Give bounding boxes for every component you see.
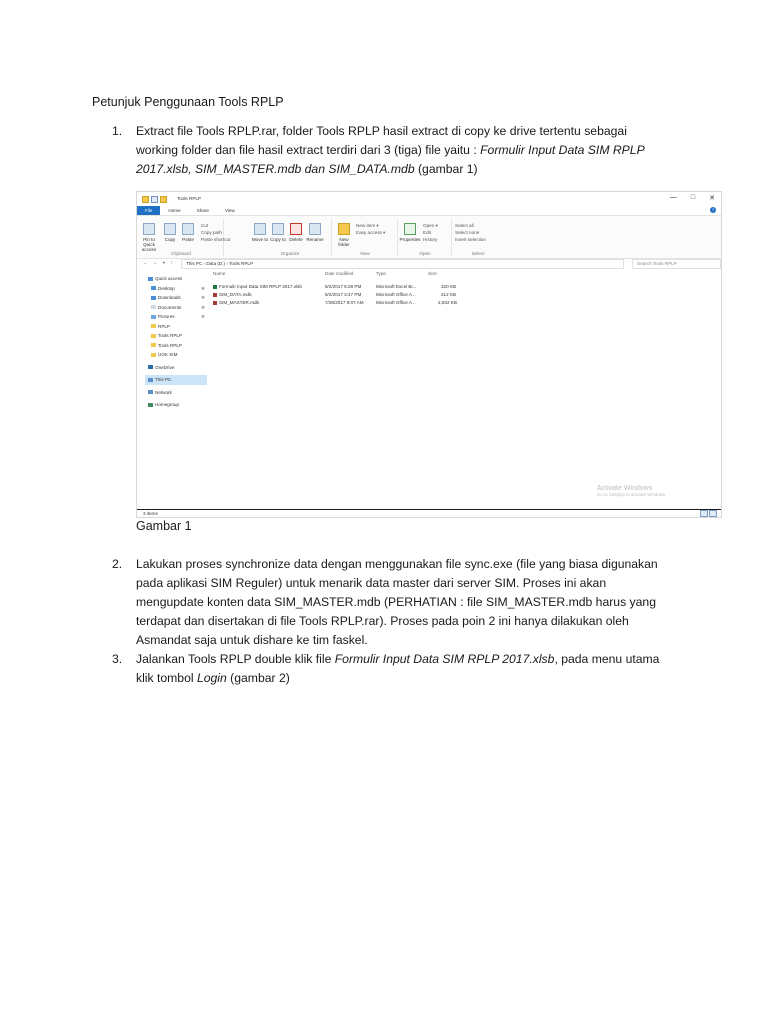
- folder-icon: [142, 196, 149, 203]
- cut-button[interactable]: Cut: [201, 223, 209, 228]
- pin-icon: ✱: [201, 295, 205, 300]
- status-bar: [137, 509, 721, 517]
- step-3-filename-italic: Formulir Input Data SIM RPLP 2017.xlsb: [334, 652, 555, 666]
- pin-icon: ✱: [201, 304, 205, 310]
- large-icons-view-icon[interactable]: [709, 510, 717, 517]
- explorer-titlebar: [137, 192, 721, 205]
- properties-button[interactable]: [399, 223, 421, 242]
- column-header-type[interactable]: Type: [376, 271, 386, 276]
- file-date: 7/28/2017 9:07 AM: [325, 300, 364, 305]
- move-icon: [254, 223, 266, 235]
- file-list: [213, 270, 718, 510]
- step-2-line: pada aplikasi SIM Reguler) untuk menarik data master dari server SIM. Proses ini akan: [136, 576, 607, 590]
- folder-icon: [151, 343, 156, 347]
- step-2-line: terdapat dan disertakan di file Tools RPLP.rar). Proses pada poin 2 ini hanya dilakukan oleh: [136, 614, 629, 628]
- copy-label: Copy: [164, 237, 176, 242]
- step-1-files-italic: 2017.xlsb, SIM_MASTER.mdb dan SIM_DATA.mdb: [136, 162, 415, 176]
- nav-label: This PC: [155, 377, 172, 382]
- excel-file-icon: [213, 285, 217, 289]
- delete-label: Delete: [289, 237, 303, 242]
- step-1-line-2-text: working folder dan file hasil extract terdiri dari 3 (tiga) file yaitu :: [136, 143, 481, 157]
- column-header-date[interactable]: Date modified: [325, 271, 354, 276]
- easy-access-button[interactable]: Easy access ▾: [356, 230, 386, 235]
- properties-icon: [404, 223, 416, 235]
- new-folder-label: New folder: [338, 237, 350, 247]
- file-name-text: SIM_DATA.mdb: [219, 292, 252, 297]
- nav-label: Documents: [158, 304, 182, 310]
- organize-group-label: Organize: [280, 251, 300, 256]
- pin-label: Pin to Quick access: [141, 237, 157, 252]
- file-size: 212 KB: [441, 292, 457, 297]
- column-header-size[interactable]: Size: [428, 271, 437, 276]
- select-all-button[interactable]: Select all: [455, 223, 474, 228]
- nav-tools-rplp-2[interactable]: [145, 341, 207, 351]
- quick-access-toolbar[interactable]: [142, 196, 167, 203]
- picture-icon: [151, 315, 156, 319]
- pin-quick-access-button[interactable]: [140, 223, 158, 252]
- details-view-icon[interactable]: [700, 510, 708, 517]
- nav-this-pc[interactable]: [145, 375, 207, 385]
- file-size: 320 KB: [441, 284, 457, 289]
- step-3-text-c: , pada menu utama: [554, 652, 660, 666]
- folder-icon: [151, 334, 156, 338]
- navigation-buttons[interactable]: ← → ▾ ↑: [143, 260, 175, 265]
- copy-to-label: Copy to: [270, 237, 286, 242]
- cloud-icon: [148, 365, 153, 369]
- nav-label: Network: [155, 389, 172, 395]
- access-file-icon: [213, 293, 217, 297]
- pin-icon: ✱: [201, 314, 205, 319]
- ribbon-tabs: [137, 206, 721, 215]
- nav-homegroup[interactable]: [145, 400, 207, 410]
- homegroup-icon: [148, 403, 153, 407]
- nav-label: RPLP: [158, 323, 171, 329]
- step-3-login-italic: Login: [196, 671, 227, 685]
- file-name: [213, 283, 302, 291]
- paste-shortcut-button[interactable]: Paste shortcut: [201, 237, 231, 242]
- step-1-text: [136, 122, 696, 179]
- page-heading: Petunjuk Penggunaan Tools RPLP: [92, 95, 284, 109]
- copy-to-icon: [272, 223, 284, 235]
- activate-windows-watermark: [597, 485, 666, 497]
- nav-label: Tools RPLP: [158, 333, 182, 338]
- step-2-line: Asmandat saja untuk dishare ke tim faskel.: [136, 633, 368, 647]
- nav-label: Downloads: [158, 295, 181, 300]
- column-header-name[interactable]: Name: [213, 271, 226, 276]
- pin-icon: ✱: [201, 285, 205, 291]
- paste-icon: [182, 223, 194, 235]
- nav-label: UGK SIM: [158, 352, 178, 357]
- copy-to-button[interactable]: [269, 223, 287, 242]
- file-row[interactable]: [213, 299, 473, 307]
- nav-label: Tools RPLP: [158, 342, 182, 348]
- file-date: 8/2/2017 3:47 PM: [325, 292, 362, 297]
- step-2-line: mengupdate konten data SIM_MASTER.mdb (PERHATIAN : file SIM_MASTER.mdb harus yang: [136, 595, 656, 609]
- nav-label: Pictures: [158, 314, 175, 319]
- nav-label: OneDrive: [155, 364, 175, 370]
- file-date: 8/2/2017 5:28 PM: [325, 284, 362, 289]
- delete-icon: [290, 223, 302, 235]
- open-group: [399, 219, 452, 256]
- folder-icon: [151, 353, 156, 357]
- file-size: 2,832 KB: [438, 300, 457, 305]
- nav-documents[interactable]: [145, 303, 207, 313]
- network-icon: [148, 390, 153, 394]
- step-3-figure-ref: (gambar 2): [226, 671, 290, 685]
- access-file-icon: [213, 301, 217, 305]
- open-group-label: Open: [419, 251, 431, 256]
- file-name-text: Formulir Input Data SIM RPLP 2017.xlsb: [219, 284, 302, 289]
- select-group-label: Select: [471, 251, 485, 256]
- file-name-text: SIM_MASTER.mdb: [219, 300, 260, 305]
- search-input[interactable]: Search Tools RPLP: [632, 259, 721, 269]
- organize-group: [249, 219, 332, 256]
- step-1-line-1: Extract file Tools RPLP.rar, folder Tools RPLP hasil extract di copy ke drive tertentu sebagai: [136, 124, 627, 138]
- copy-button[interactable]: [161, 223, 179, 242]
- watermark-subtitle: Go to Settings to activate Windows.: [597, 492, 667, 497]
- step-1-line-3: [136, 160, 696, 179]
- new-folder-icon: [160, 196, 167, 203]
- nav-label: Desktop: [158, 285, 175, 291]
- step-1-number: 1.: [112, 124, 123, 138]
- nav-rplp[interactable]: [145, 322, 207, 332]
- download-icon: [151, 296, 156, 300]
- rename-label: Rename: [306, 237, 324, 242]
- watermark-title: Activate Windows: [597, 485, 653, 492]
- document-icon: [151, 305, 156, 309]
- rename-icon: [309, 223, 321, 235]
- new-item-button[interactable]: New item ▾: [356, 223, 379, 228]
- step-3-number: 3.: [112, 652, 123, 666]
- maximize-button[interactable]: □: [690, 194, 696, 201]
- clipboard-group: [139, 219, 231, 256]
- invert-selection-button[interactable]: Invert selection: [455, 237, 486, 242]
- tab-home[interactable]: Home: [168, 208, 181, 213]
- step-1-filename-italic: Formulir Input Data SIM RPLP: [480, 143, 645, 157]
- properties-icon: [151, 196, 158, 203]
- nav-label: Quick access: [155, 276, 183, 281]
- nav-onedrive[interactable]: [145, 363, 207, 373]
- tab-file[interactable]: File: [137, 206, 160, 215]
- new-group-label: New: [360, 251, 370, 256]
- desktop-icon: [151, 286, 156, 290]
- new-folder-button[interactable]: [335, 223, 353, 247]
- nav-pictures[interactable]: [145, 312, 207, 322]
- step-2-text: [136, 555, 696, 650]
- move-to-label: Move to: [251, 237, 269, 242]
- file-row[interactable]: [213, 283, 473, 291]
- figure-caption: Gambar 1: [136, 519, 192, 533]
- step-3-line-2: [136, 669, 696, 688]
- address-bar[interactable]: This PC › Data (D:) › Tools RPLP: [181, 259, 624, 269]
- minimize-button[interactable]: —: [669, 194, 677, 201]
- move-to-button[interactable]: [251, 223, 269, 242]
- rename-button[interactable]: [306, 223, 324, 242]
- nav-downloads[interactable]: [145, 293, 207, 303]
- new-group: [333, 219, 398, 256]
- copy-path-button[interactable]: Copy path: [201, 230, 222, 235]
- new-folder-icon: [338, 223, 350, 235]
- item-count: 3 items: [143, 511, 158, 516]
- nav-ugk-sim[interactable]: [145, 350, 207, 360]
- copy-icon: [164, 223, 176, 235]
- pin-icon: [143, 223, 155, 235]
- tab-share[interactable]: Share: [196, 208, 209, 213]
- step-3-text-d: klik tombol: [136, 671, 197, 685]
- address-bar-row: [137, 258, 721, 269]
- clipboard-group-label: Clipboard: [171, 251, 191, 256]
- file-name: [213, 291, 252, 299]
- navigation-pane: [145, 274, 207, 410]
- window-title: Tools RPLP: [177, 196, 201, 201]
- nav-tools-rplp[interactable]: [145, 331, 207, 341]
- open-button[interactable]: Open ▾: [423, 223, 438, 228]
- properties-label: Properties: [399, 237, 421, 242]
- file-type: Microsoft Office A...: [376, 292, 416, 297]
- nav-label: Homegroup: [155, 402, 180, 407]
- view-toggle: [700, 510, 717, 517]
- step-2-number: 2.: [112, 557, 123, 571]
- step-2-line: Lakukan proses synchronize data dengan menggunakan file sync.exe (file yang biasa digunakan: [136, 557, 658, 571]
- step-1-figure-ref: (gambar 1): [414, 162, 478, 176]
- select-none-button[interactable]: Select none: [455, 230, 480, 235]
- nav-network[interactable]: [145, 388, 207, 398]
- close-button[interactable]: ✕: [709, 195, 715, 202]
- history-button[interactable]: History: [423, 237, 438, 242]
- folder-icon: [151, 324, 156, 328]
- edit-button[interactable]: Edit: [423, 230, 431, 235]
- star-icon: [148, 277, 153, 281]
- step-3-text-a: Jalankan Tools RPLP double klik file: [136, 652, 335, 666]
- ribbon: [137, 215, 721, 259]
- step-3-text: [136, 650, 696, 688]
- nav-quick-access[interactable]: [145, 274, 207, 284]
- paste-button[interactable]: [179, 223, 197, 242]
- step-3-line-1: [136, 650, 696, 669]
- file-name: [213, 299, 259, 307]
- file-explorer-screenshot: [136, 191, 722, 518]
- select-group: [453, 219, 503, 256]
- paste-label: Paste: [182, 237, 194, 242]
- help-icon[interactable]: ?: [711, 207, 715, 212]
- step-1-line-2: [136, 141, 696, 160]
- delete-button[interactable]: [287, 223, 305, 242]
- nav-desktop[interactable]: [145, 284, 207, 294]
- file-type: Microsoft Excel Bi...: [376, 284, 417, 289]
- file-row[interactable]: [213, 291, 473, 299]
- window-controls: [670, 194, 715, 202]
- file-type: Microsoft Office A...: [376, 300, 416, 305]
- tab-view[interactable]: View: [224, 208, 235, 213]
- computer-icon: [148, 378, 153, 382]
